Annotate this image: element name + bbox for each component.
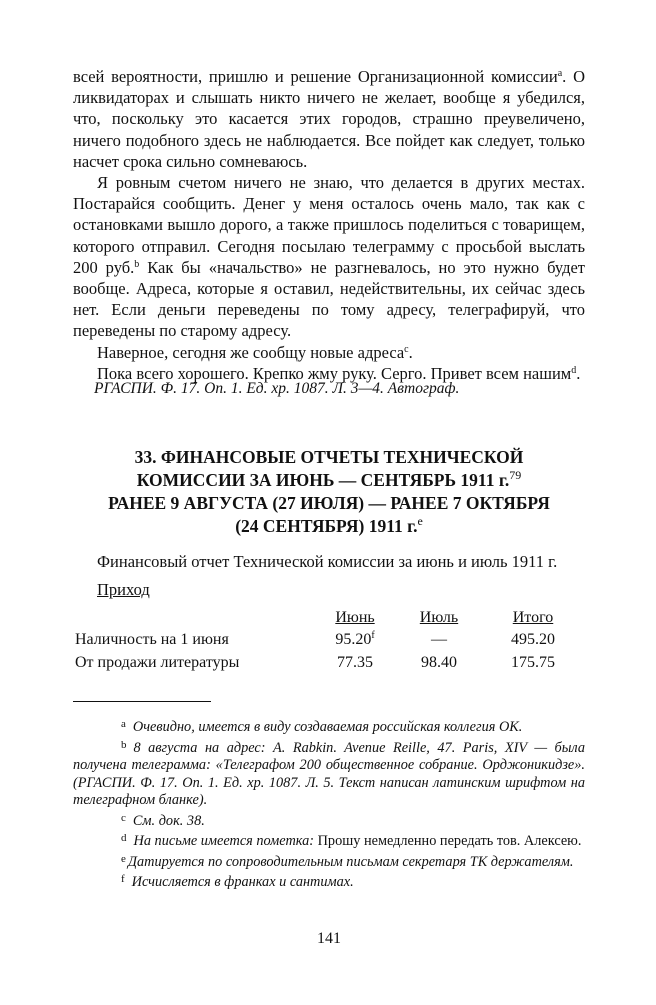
footnotes xyxy=(73,716,585,892)
footnote-c: c См. док. 38. xyxy=(121,811,205,829)
footnote-f: f Исчисляется в франках и сантимах. xyxy=(121,873,354,890)
section-label-income: Приход xyxy=(97,580,150,599)
paragraph-2: Я ровным счетом ничего не знаю, что делается в других местах. Постарайся сообщить. Денег у меня осталось очень мало, так как с остановками вышло дорого, а также пришлось поделиться с товарищем, которого отправил. Сегодня посылаю телеграмму с просьбой выслать 200 руб.$^b$ Как бы «начальство» не разгневалось, но это нужно будет вообще. Адреса, которые я оставил, недействительны, их сейчас здесь нет. Если деньги переведены по тому адресу, телеграфируй, что переведены по старому адресу. xyxy=(73,173,585,341)
document-heading xyxy=(73,446,585,538)
heading-line-1: 33. ФИНАНСОВЫЕ ОТЧЕТЫ ТЕХНИЧЕСКОЙ xyxy=(134,447,524,467)
column-header-june: Июнь xyxy=(335,609,375,626)
footnote-b: b 8 августа на адрес: A. Rabkin. Avenue Reille, 47. Paris, XIV — была получена телеграмма: «Телеграфом 200 общественное собрание. Орджоникидзе». (РГАСПИ. Ф. 17. Оп. 1. Ед. хр. 1087. Л. 5. Текст написан латинским шрифтом на телеграфном бланке). xyxy=(73,738,585,808)
column-header-total: Итого xyxy=(512,609,554,626)
cell-cash-june: 95.20$^f$ xyxy=(335,630,375,648)
paragraph-3: Наверное, сегодня же сообщу новые адреса$^c$. xyxy=(97,342,413,362)
footnote-ref-c[interactable]: c xyxy=(404,343,409,355)
footnote-a: a Очевидно, имеется в виду создаваемая российская коллегия ОК. xyxy=(121,718,523,735)
cell-literature-total: 175.75 xyxy=(511,654,555,671)
footnote-d: d На письме имеется пометка: Прошу немедленно передать тов. Алексею. xyxy=(121,832,582,849)
archive-source: РГАСПИ. Ф. 17. Оп. 1. Ед. хр. 1087. Л. 3—4. Автограф. xyxy=(94,380,460,397)
heading-line-2: КОМИССИИ ЗА ИЮНЬ — СЕНТЯБРЬ 1911 г.$^{79}$ xyxy=(136,468,522,490)
cell-cash-total: 495.20 xyxy=(511,631,555,648)
report-subtitle: Финансовый отчет Технической комиссии за июнь и июль 1911 г. xyxy=(97,552,558,571)
heading-line-3: РАНЕЕ 9 АВГУСТА (27 ИЮЛЯ) — РАНЕЕ 7 ОКТЯБРЯ xyxy=(108,493,550,513)
cell-cash-july: — xyxy=(431,631,447,648)
cell-literature-june: 77.35 xyxy=(337,654,373,671)
letter-body xyxy=(73,66,585,384)
cell-literature-july: 98.40 xyxy=(421,654,457,671)
footnote-divider xyxy=(73,701,211,702)
footnote-ref-d[interactable]: d xyxy=(571,364,577,376)
paragraph-4: Пока всего хорошего. Крепко жму руку. Серго. Привет всем нашим$^d$. xyxy=(97,363,581,383)
column-header-july: Июль xyxy=(419,609,459,626)
footnote-ref-b[interactable]: b xyxy=(134,258,140,270)
paragraph-1: всей вероятности, пришлю и решение Организационной комиссии$^a$. О ликвидаторах и слышать никто ничего не желает, вообще я убедился, что, поскольку это касается этих городов, страшно преувеличено, ничего подобного здесь не наблюдается. Все пойдет как следует, только насчет срока сильно сомневаюсь. xyxy=(73,67,585,171)
footnote-ref-f[interactable]: f xyxy=(371,630,375,641)
row-label-literature: От продажи литературы xyxy=(75,654,240,671)
footnote-ref-e[interactable]: e xyxy=(417,514,423,528)
endnote-ref-79[interactable]: 79 xyxy=(509,468,522,482)
page-number: 141 xyxy=(317,930,341,947)
row-label-cash: Наличность на 1 июня xyxy=(75,631,229,648)
footnote-e: e Датируется по сопроводительным письмам секретаря ТК держателям. xyxy=(121,852,574,870)
footnote-ref-a[interactable]: a xyxy=(557,68,563,79)
heading-line-4: (24 СЕНТЯБРЯ) 1911 г.$^e$ xyxy=(235,514,423,536)
